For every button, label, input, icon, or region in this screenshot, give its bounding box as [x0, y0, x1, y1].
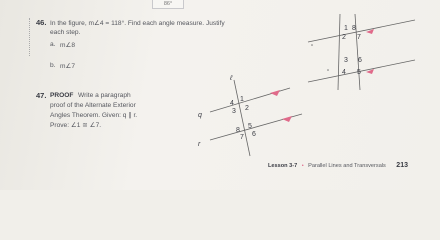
fig2-angle-5: 5 — [248, 123, 252, 130]
footer-bullet: • — [301, 163, 304, 169]
fig1-angle-1: 1 — [344, 25, 348, 32]
q46-number: 46. — [36, 18, 47, 27]
fig1-angle-5: 5 — [357, 69, 361, 76]
fig2-angle-1: 1 — [240, 96, 244, 103]
q46b-text: m∠7 — [60, 63, 76, 70]
figure-47 — [190, 72, 340, 160]
fig1-angle-6: 6 — [358, 57, 362, 64]
line-l — [234, 80, 250, 156]
q46a-letter: a. — [50, 41, 56, 48]
footer-title: Parallel Lines and Transversals — [308, 163, 386, 169]
fig1-angle-3: 3 — [344, 57, 348, 64]
line-label-r: r — [198, 141, 201, 148]
arrow-marker-r — [282, 116, 292, 122]
binding-margin — [29, 18, 36, 56]
fig1-angle-4: 4 — [342, 69, 346, 76]
q47-text-line3: Angles Theorem. Given: q ∥ r. — [50, 112, 138, 119]
q47-text-line4: Prove: ∠1 ≅ ∠7. — [50, 122, 102, 129]
q47-label: PROOF — [50, 92, 74, 99]
q46b-letter: b. — [50, 62, 56, 69]
fig1-angle-2: 2 — [342, 34, 346, 41]
fig2-angle-7: 7 — [240, 134, 244, 141]
q46-text-line1: In the figure, m∠4 = 118°. Find each angle measure. Justify — [50, 20, 225, 27]
fig1-angle-8: 8 — [352, 25, 356, 32]
arrow-marker-q — [270, 90, 280, 96]
answer-box: 86° — [152, 0, 184, 9]
q47-number: 47. — [36, 91, 47, 100]
fig2-angle-3: 3 — [232, 108, 236, 115]
fig2-angle-2: 2 — [245, 105, 249, 112]
q46-text-line2: each step. — [50, 29, 81, 36]
footer — [268, 154, 408, 172]
fig2-angle-4: 4 — [230, 100, 234, 107]
line-label-q: q — [198, 112, 202, 119]
parallel-line-top — [308, 20, 415, 42]
fig2-angle-6: 6 — [252, 131, 256, 138]
q47-text-line1: Write a paragraph — [78, 92, 131, 99]
page-number: 213 — [396, 162, 408, 169]
line-label-l: ℓ — [230, 75, 233, 82]
q46a-text: m∠8 — [60, 42, 76, 49]
fig1-angle-7: 7 — [357, 34, 361, 41]
fig2-angle-8: 8 — [236, 127, 240, 134]
q47-text-line2: proof of the Alternate Exterior — [50, 102, 136, 109]
footer-lesson: Lesson 3-7 — [268, 163, 298, 169]
